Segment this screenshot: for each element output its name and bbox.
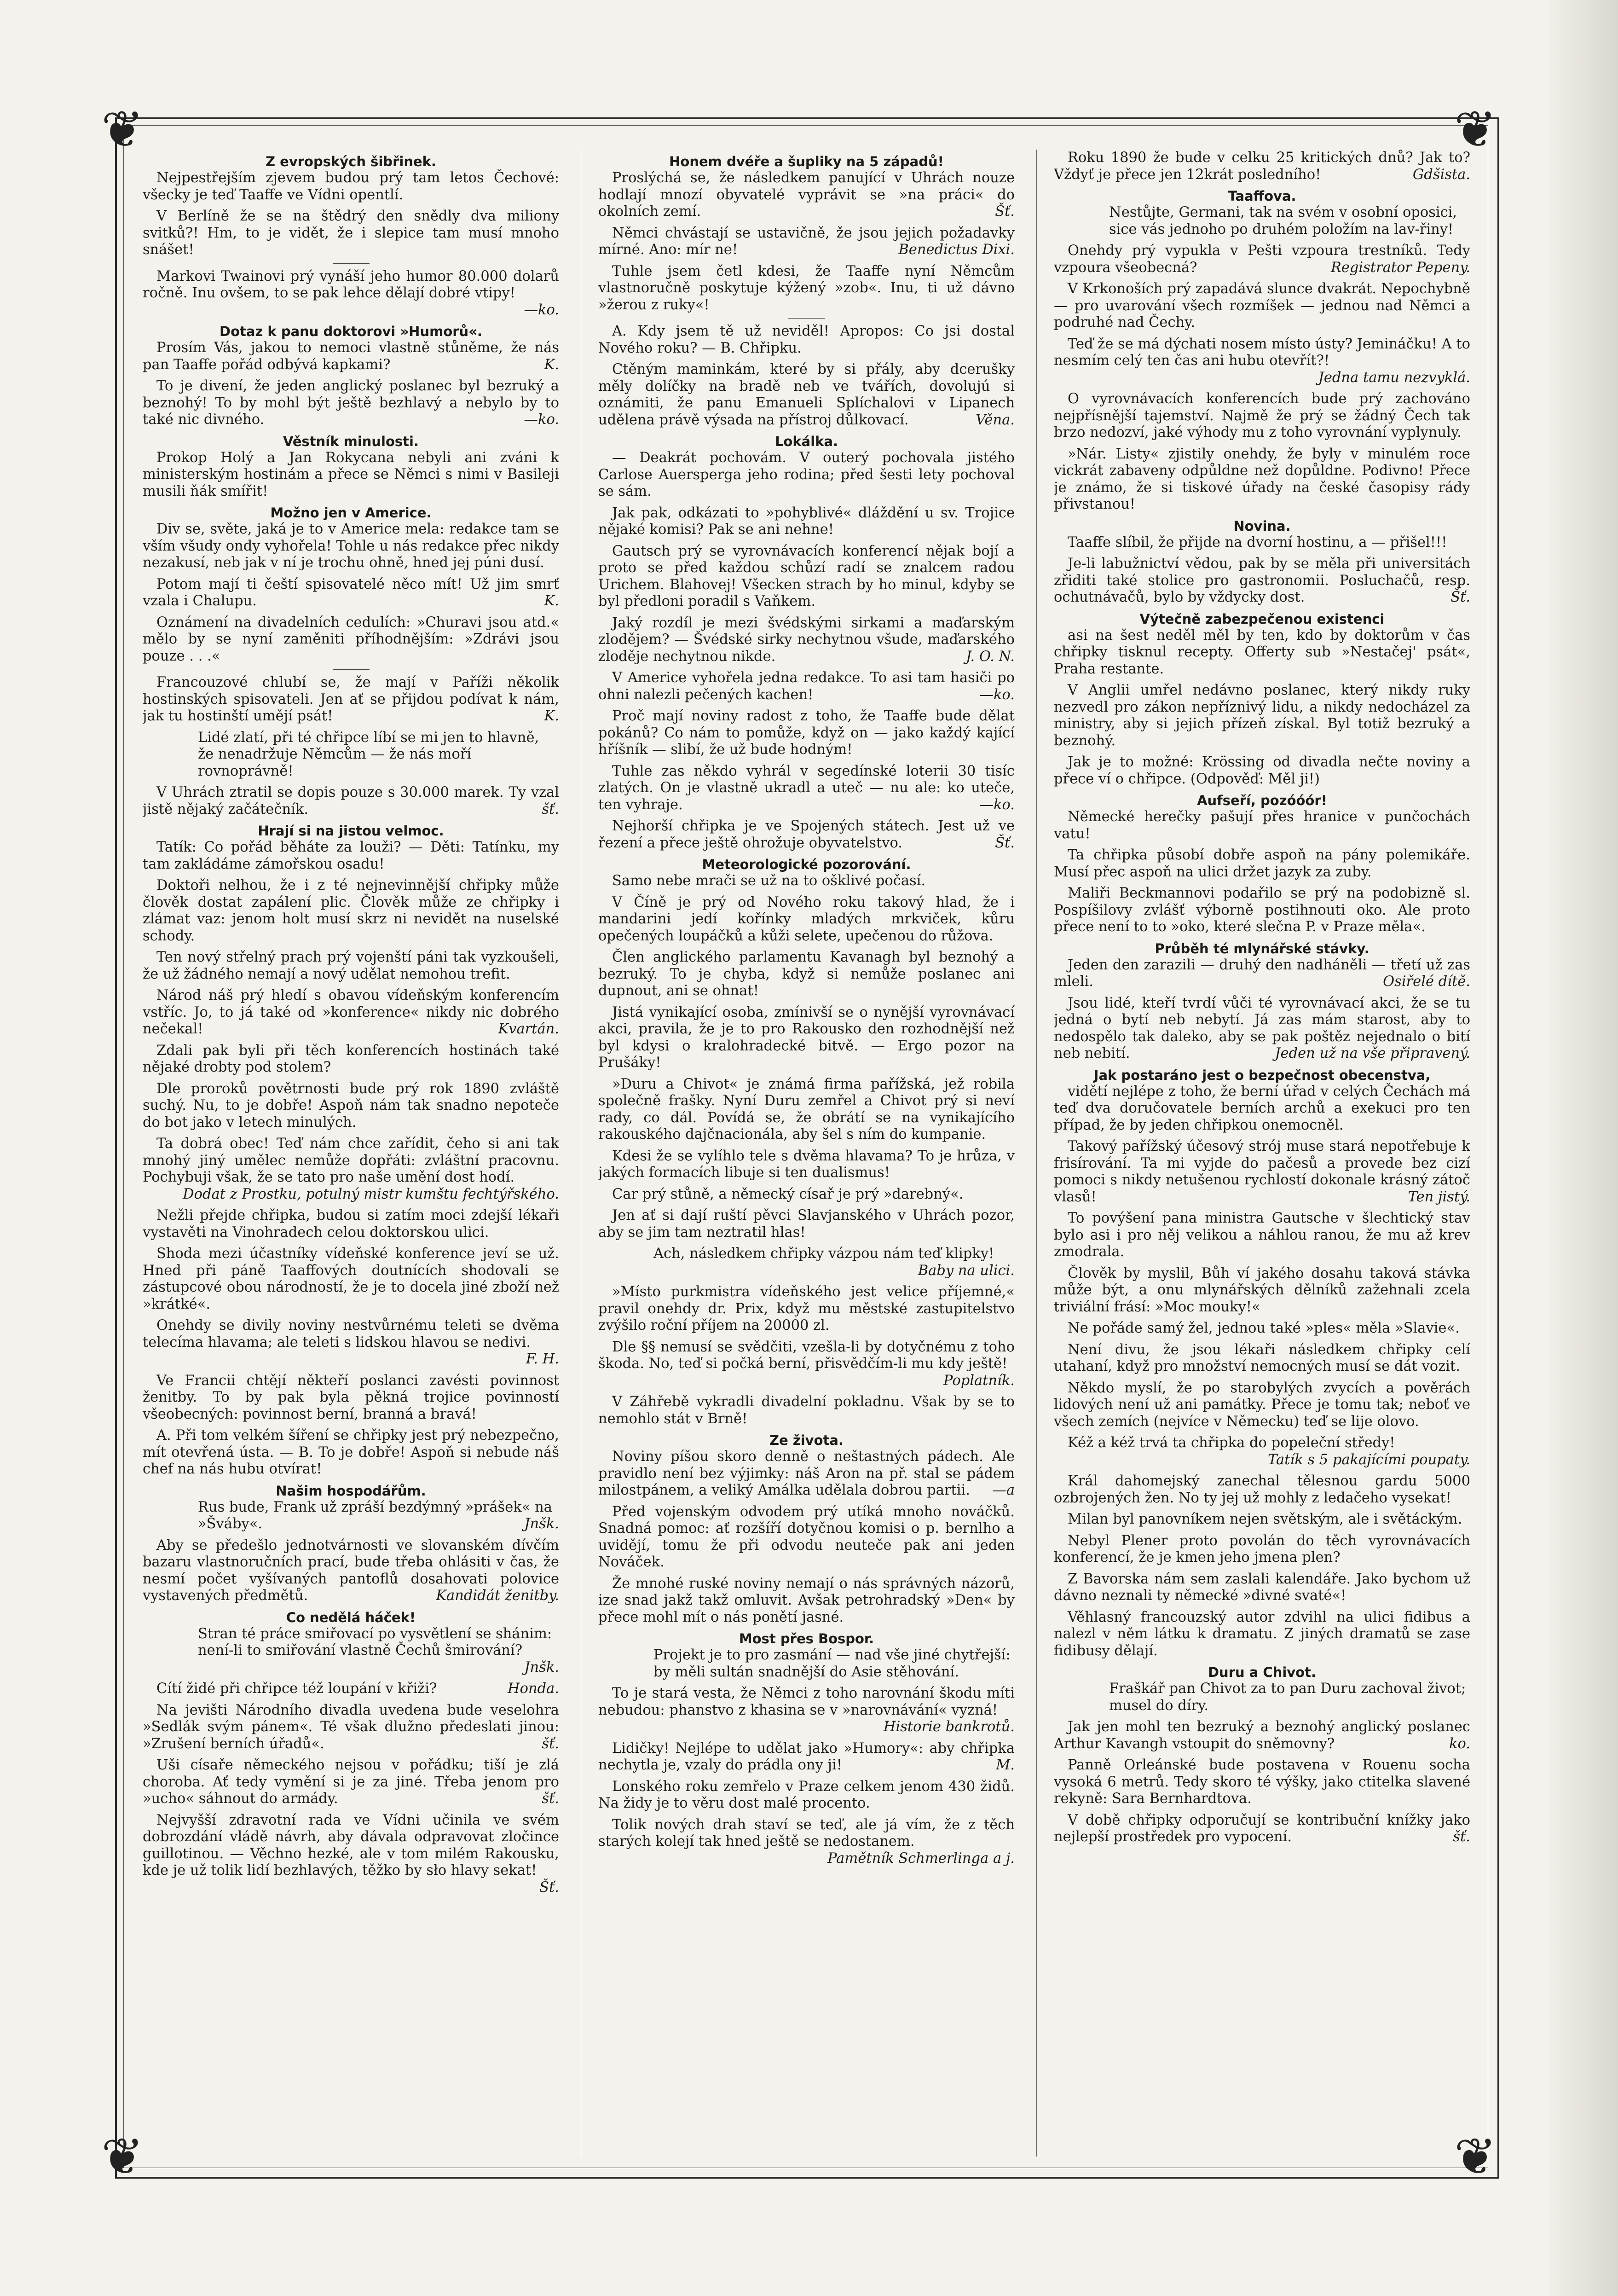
article-paragraph — [1054, 1342, 1470, 1375]
article-paragraph — [1054, 1435, 1470, 1468]
verse-text — [143, 1626, 559, 1676]
paragraph-text: Uši císaře německého nejsou v pořádku; tiší je zlá choroba. Ať tedy vymění si je za jiné. Třeba jenom pro »ucho« sáhnout do armády. — [143, 1757, 559, 1807]
article-paragraph — [598, 1685, 1015, 1736]
paragraph-text: Jen ať si dají ruští pěvci Slavjanského v Uhrách pozor, aby se jim tam neztratil hlas! — [598, 1207, 1015, 1241]
paragraph-text: Člověk by myslil, Bůh ví jakého dosahu taková stávka může být, a onu mlynářských dělníků zažehnali zcela triviální frásí: »Moc mouky!« — [1054, 1265, 1470, 1315]
author-signature: Kvartán. — [498, 1021, 559, 1037]
paragraph-text: Dle proroků povětrnosti bude prý rok 1890 zvláště suchý. Nu, to je dobře! Aspoň nám tak snadno nepoteče do bot jako v letech minulých. — [143, 1080, 559, 1131]
article-paragraph — [1054, 534, 1470, 551]
paragraph-text: Markovi Twainovi prý vynáší jeho humor 80.000 dolarů ročně. Inu ovšem, to se pak lehce dělají dobré vtipy! — [143, 268, 559, 301]
paragraph-text: Prosím Vás, jakou to nemoci vlastně stůněme, že nás pan Taaffe pořád odbývá kapkami? — [143, 340, 559, 373]
paragraph-text: Cítí židé při chřipce též loupání v křiži? — [156, 1681, 437, 1697]
author-signature: Pamětník Schmerlinga a j. — [827, 1850, 1015, 1867]
article-paragraph — [143, 1043, 559, 1076]
article-paragraph — [1054, 1210, 1470, 1261]
paragraph-text: Maliři Beckmannovi podařilo se prý na podobizně sl. Pospíšilovy zvlášť výborně postihnouti oko. Ale proto přece není to to »oko, které slečna P. v Praze měla«. — [1054, 885, 1470, 935]
paragraph-text: Jak pak, odkázati to »pohyblivé« dláždění u sv. Trojice nějaké komisi? Pak se ani nehne! — [598, 504, 1015, 538]
article-paragraph — [598, 1779, 1015, 1812]
paragraph-text: Lidé zlatí, při té chřipce líbí se mi jen to hlavně, že nenadržuje Němcům — že nás moří rovnoprávně! — [198, 729, 539, 779]
paragraph-text: »Nár. Listy« zjistily onehdy, že byly v minulém roce vickrát zabaveny odpůldne než dopůldne. Podivno! Přece je známo, že si tiskové úřady na české časopisy rády přivstanou! — [1054, 446, 1470, 512]
paragraph-text: Není divu, že jsou lékaři následkem chřipky celí utahaní, když pro množství nemocných musí se dát vozit. — [1054, 1341, 1470, 1374]
author-signature: —ko. — [979, 796, 1015, 813]
paragraph-text: Francouzové chlubí se, že mají v Paříži několik hostinských spisovateli. Jen ať se přijdou podívat k nám, jak tu hostinští umějí psát! — [143, 674, 559, 724]
article-paragraph — [143, 208, 559, 259]
article-paragraph — [143, 1081, 559, 1131]
author-signature: Poplatník. — [943, 1372, 1015, 1389]
article-paragraph — [143, 877, 559, 945]
paragraph-text: Tuhle jsem četl kdesi, že Taaffe nyní Němcům vlastnoručně poskytuje kýžený »zob«. Inu, ti už dávno »žerou z ruky«! — [598, 263, 1015, 313]
article-paragraph — [598, 1740, 1015, 1774]
article-paragraph — [1054, 1609, 1470, 1660]
paragraph-text: Jak jen mohl ten bezruký a beznohý anglický poslanec Arthur Kavangh vstoupit do sněmovny? — [1054, 1719, 1470, 1752]
author-signature: Osiřelé dítě. — [1383, 974, 1470, 990]
paragraph-text: Doktoři nelhou, že i z té nejnevinnější chřipky může člověk dostat zapálení plic. Člověk může ze chřipky i zlámat vaz: jenom holt musí skrz ni nevidět na nuselské schody. — [143, 877, 559, 944]
paragraph-text: Kdesi že se vylíhlo tele s dvěma hlavama? To je hrůza, v jakých formacích libuje si ten dualismus! — [598, 1148, 1015, 1181]
paragraph-text: Gautsch prý se vyrovnávacích konferencí nějak bojí a proto se před každou schůzí radí se znalcem radou Urichem. Blahovej! Všecken strach by ho minul, kdyby se byl předloni poradil s Vaňkem. — [598, 543, 1015, 609]
article-heading: Hrají si na jistou velmoc. — [258, 823, 444, 839]
author-signature: Jeden už na vše připravený. — [1275, 1045, 1470, 1061]
paragraph-text: Lonského roku zemřelo v Praze celkem jenom 430 židů. Na židy je to věru dost malé procento. — [598, 1778, 1015, 1811]
article-paragraph — [143, 1537, 559, 1605]
verse-text — [143, 730, 559, 780]
article-paragraph — [598, 763, 1015, 814]
paragraph-text: V Anglii umřel nedávno poslanec, který nikdy ruky nezvedl pro zákon nepříznivý lidu, a nikdy nedocházel za ministry, aby si jejich přízeň získal. Byl totiž bezruký a beznohý. — [1054, 682, 1470, 749]
author-signature: Šť. — [995, 835, 1015, 851]
author-signature: šť. — [542, 1791, 559, 1807]
paragraph-text: Jeden den zarazili — druhý den nadháněli — třetí už zas mleli. — [1054, 957, 1470, 990]
paragraph-text: Prokop Holý a Jan Rokycana nebyli ani zváni k ministerským hostinám a přece se Němci s nimi v Basileji musili ňák smířit! — [143, 449, 559, 499]
column-2 — [598, 150, 1015, 2157]
article-paragraph — [1054, 243, 1470, 276]
paragraph-text: Němci chvástají se ustavičně, že jsou jejich požadavky mírné. Ano: mír ne! — [598, 225, 1015, 258]
paragraph-text: V Americe vyhořela jedna redakce. To asi tam hasiči po ohni nalezli pečených kachen! — [598, 670, 1015, 703]
paragraph-text: Dle §§ nemusí se svědčiti, vzešla-li by dotyčnému z toho škoda. No, teď si počká berní, přisvědčím-li mu kdy ještě! — [598, 1339, 1015, 1372]
paragraph-text: Člen anglického parlamentu Kavanagh byl beznohý a bezruký. To je chyba, když si nemůže poslanec ani dupnout, ani se ohnat! — [598, 949, 1015, 999]
article-heading: Jak postaráno jest o bezpečnost obecenstva, — [1093, 1067, 1431, 1083]
paragraph-text: Projekt je to pro zasmání — nad vše jiné chytřejší: by měli sultán snadnější do Asie stěhování. — [653, 1647, 1011, 1680]
article-paragraph — [1054, 556, 1470, 606]
author-signature: F. H. — [526, 1351, 559, 1367]
article-paragraph — [598, 505, 1015, 539]
article-separator — [333, 669, 370, 670]
article-paragraph — [598, 1076, 1015, 1143]
article-paragraph — [143, 1136, 559, 1203]
article-heading: Most přes Bospor. — [739, 1631, 874, 1647]
article-paragraph — [598, 1339, 1015, 1390]
article-heading: Honem dvéře a šupliky na 5 západů! — [669, 154, 944, 169]
author-signature: M. — [996, 1757, 1015, 1773]
article-paragraph — [598, 543, 1015, 610]
paragraph-text: Národ náš prý hledí s obavou vídeňským konferencím vstříc. Jo, to já také od »konference« nikdy nic dobrého nečekal! — [143, 987, 559, 1037]
author-signature: K. — [544, 356, 559, 373]
corner-ornament-icon: ❦ — [1454, 100, 1497, 159]
article-heading: Taaffova. — [1228, 188, 1296, 204]
article-paragraph — [1054, 391, 1470, 441]
corner-ornament-icon: ❦ — [101, 100, 144, 159]
article-paragraph — [143, 615, 559, 665]
article-paragraph — [598, 1004, 1015, 1072]
author-signature: Gdšista. — [1412, 166, 1470, 183]
article-paragraph — [143, 839, 559, 873]
article-paragraph — [598, 1207, 1015, 1241]
article-paragraph — [143, 268, 559, 319]
article-paragraph — [598, 670, 1015, 703]
article-paragraph — [598, 361, 1015, 429]
author-signature: J. O. N. — [965, 648, 1015, 665]
paragraph-text: V Uhrách ztratil se dopis pouze s 30.000 marek. Ty vzal jistě nějaký začátečník. — [143, 784, 559, 818]
paragraph-text: Lidičky! Nejlépe to udělat jako »Humory«: aby chřipka nechytla je, vzaly do prádla ony ji! — [598, 1740, 1015, 1773]
article-paragraph — [143, 1373, 559, 1423]
author-signature: Věna. — [976, 412, 1015, 428]
article-heading: Možno jen v Americe. — [270, 505, 432, 521]
author-signature: šť. — [542, 801, 559, 818]
paragraph-text: Nejvyšší zdravotní rada ve Vídni učinila ve svém dobrozdání vládě návrh, aby dávala odpravovat zločince guillotinou. — Věchno hezké, ale v tom milém Rakousku, kde je už tolik lidí bezhlavých, těžko by sło hlavy sekat! — [143, 1812, 559, 1879]
paragraph-text: Car prý stůně, a německý císař je prý »darebný«. — [612, 1186, 964, 1202]
article-paragraph — [143, 521, 559, 572]
author-signature: —a — [992, 1482, 1015, 1498]
article-paragraph — [1054, 995, 1470, 1062]
article-paragraph — [143, 1246, 559, 1313]
article-paragraph — [598, 1394, 1015, 1427]
article-paragraph — [598, 225, 1015, 259]
paragraph-text: Ta dobrá obec! Teď nám chce zařídit, čeho si ani tak mnohý jiný umělec nemůže dopřáti: zvláštní pracovnu. Pochybuji však, že se tato pro naše umění dost hodí. — [143, 1136, 559, 1185]
article-paragraph — [598, 615, 1015, 666]
paragraph-text: Nežli přejde chřipka, budou si zatím moci zdejší lékaři vystavěti na Vinohradech celou doktorskou ulici. — [143, 1207, 559, 1241]
paragraph-text: Na jevišti Národního divadla uvedena bude veselohra »Sedlák svým pánem«. Té však dlužno předeslati jinou: »Zrušení berních úřadů«. — [143, 1702, 559, 1752]
article-heading: Ze života. — [769, 1432, 844, 1448]
paragraph-text: Roku 1890 že bude v celku 25 kritických dnů? Jak to? Vždyť je přece jen 12krát posledního! — [1054, 150, 1470, 183]
article-paragraph — [143, 1207, 559, 1241]
article-paragraph — [598, 1449, 1015, 1499]
paragraph-text: V Záhřebě vykradli divadelní pokladnu. Však by se to nemohlo stát v Brně! — [598, 1394, 1015, 1427]
article-paragraph — [143, 1427, 559, 1478]
paragraph-text: Že mnohé ruské noviny nemají o nás správných názorů, ize snad jakž takž omluvit. Avšak petrohradský »Den« by přece mohl mít o nás ponětí jasné. — [598, 1575, 1015, 1625]
article-heading: Našim hospodářům. — [276, 1483, 426, 1499]
paragraph-text: Jsou lidé, kteří tvrdí vůči té vyrovnávací akci, že se tu jedná o bytí neb nebytí. Já zas mám starost, aby to nedospělo tak daleko, aby se pak poštěz nejednalo o bití neb nebití. — [1054, 995, 1470, 1061]
author-signature: Kandidát ženitby. — [436, 1588, 559, 1604]
author-signature: Šť. — [995, 203, 1015, 220]
author-signature: —ko. — [979, 686, 1015, 703]
article-paragraph — [1054, 1571, 1470, 1605]
corner-ornament-icon: ❦ — [1454, 2127, 1497, 2186]
article-paragraph — [598, 1148, 1015, 1182]
verse-text — [1054, 1681, 1470, 1714]
paragraph-text: Proč mají noviny radost z toho, že Taaffe bude dělat pokánů? Co nám to pomůže, když on — jako každý kající hříšník — slibí, že už bude hodným! — [598, 708, 1015, 758]
paragraph-text: Nejhorší chřipka je ve Spojených státech. Jest už ve řezení a přece ještě ohrožuje obyvatelstvo. — [598, 818, 1015, 851]
paragraph-text: Div se, světe, jaká je to v Americe mela: redakce tam se vším všudy ondy vyhořela! Tohle u nás redakce přec nikdy nezakusí, neb jak v ní je trochu ohně, hned jej púni dusí. — [143, 521, 559, 571]
verse-text — [598, 1647, 1015, 1681]
author-signature: Šť. — [1450, 589, 1470, 605]
paragraph-text: Jaký rozdíl je mezi švédskými sirkami a maďarským zlodějem? — Švédské sirky nechytnou všude, maďarského zloděje nechytnou nikde. — [598, 615, 1015, 665]
verse-text — [143, 1499, 559, 1533]
article-paragraph — [1054, 150, 1470, 183]
article-heading: Duru a Chivot. — [1208, 1664, 1316, 1680]
column-rule — [1036, 150, 1037, 2157]
paragraph-text: Nestůjte, Germani, tak na svém v osobní oposici, sice vás jednoho po druhém položím na lav-řiny! — [1109, 204, 1457, 238]
paragraph-text: To je stará vesta, že Němci z toho narovnání škodu míti nebudou: phanstvo z khasina se v »narovnávání« vyzná! — [598, 1685, 1015, 1718]
author-signature: Benedictus Dixi. — [898, 242, 1015, 258]
article-paragraph — [1054, 1473, 1470, 1507]
paragraph-text: Stran té práce smiřovací po vysvětlení se shánim: není-li to smiřování vlastně Čechů šmirování? — [198, 1625, 552, 1658]
paragraph-text: Jak je to možné: Krössing od divadla nečte noviny a přece ví o chřipce. (Odpověď: Měl ji!) — [1054, 754, 1470, 787]
article-paragraph — [143, 1757, 559, 1808]
paragraph-text: V Číně je prý od Nového roku takový hlad, že i mandarini jedí kořínky mladých mrkviček, kůru opečených loupáčků a kůži selete, upečenou do růžova. — [598, 894, 1015, 944]
paragraph-text: Německé herečky pašují přes hranice v punčochách vatu! — [1054, 809, 1470, 842]
paragraph-text: »Místo purkmistra vídeňského jest velice příjemné,« pravil onehdy dr. Prix, když mu městské zastupitelstvo zvýšilo roční příjem na 20000 zl. — [598, 1284, 1015, 1334]
paragraph-text: Ach, následkem chřipky vázpou nám teď klipky! — [653, 1246, 994, 1262]
article-paragraph — [1054, 1757, 1470, 1808]
paragraph-text: V době chřipky odporučují se kontribuční knížky jako nejlepší prostředek pro vypocení. — [1054, 1812, 1470, 1845]
article-paragraph — [598, 1186, 1015, 1203]
article-paragraph — [143, 1812, 559, 1896]
paragraph-text: Ne pořáde samý žel, jednou také »ples« měla »Slavie«. — [1068, 1320, 1460, 1336]
article-paragraph — [1054, 847, 1470, 881]
paragraph-text: Fraškář pan Chivot za to pan Duru zachoval život; musel do díry. — [1109, 1681, 1466, 1714]
article-separator — [788, 318, 825, 319]
verse-text — [1054, 204, 1470, 238]
paragraph-text: vidětí nejlépe z toho, že berní úřad v celých Čechách má teď dva doručovatele berních archů a exekuci pro ten případ, že by jeden chřipkou onemocněl. — [1054, 1083, 1470, 1133]
paragraph-text: Ctěným maminkám, které by si přály, aby dcerušky měly dolíčky na bradě neb ve tvářích, dovolujú si oznámiti, že panu Emanueli Splíchalovi v Lipanech udělena právě výsada na přístroj důlkovací. — [598, 361, 1015, 428]
article-paragraph — [1054, 1719, 1470, 1752]
article-paragraph — [143, 1702, 559, 1753]
paragraph-text: Je-li labužnictví vědou, pak by se měla při universitách zřiditi také stolice pro gastronomii. Posluchačů, resp. ochutnávačů, bylo by vždycky dost. — [1054, 556, 1470, 605]
author-signature: —ko. — [524, 301, 559, 318]
article-heading: Co nedělá háček! — [286, 1609, 416, 1625]
paragraph-text: Rus bude, Frank už zpráší bezdýmný »prášek« na »Šváby«. — [198, 1499, 552, 1532]
paragraph-text: V Krkonoších prý zapadává slunce dvakrát. Nepochybně — pro uvarování všech rozmíšek — jednou nad Němci a podruhé nad Čechy. — [1054, 281, 1470, 330]
paragraph-text: Král dahomejský zanechal tělesnou gardu 5000 ozbrojených žen. No ty jej už mohly z ledačeho vysekat! — [1054, 1473, 1470, 1506]
article-paragraph — [1054, 1138, 1470, 1206]
article-paragraph — [1054, 885, 1470, 936]
article-paragraph — [143, 1681, 559, 1698]
article-heading: Výtečně zabezpečenou existenci — [1139, 611, 1385, 627]
article-paragraph — [143, 784, 559, 818]
paragraph-text: O vyrovnávacích konferencích bude prý zachováno nejpřísnější tajemství. Najmě že prý se žádný Čech tak brzo nedozví, jaké výhody mu z toho vyrovnání vyplynuly. — [1054, 391, 1470, 441]
paragraph-text: Proslýchá se, že následkem panující v Uhrách nouze hodlají mnozí obyvatelé vyprávit se »na práci« do okolních zemí. — [598, 170, 1015, 220]
article-heading: Novina. — [1233, 518, 1291, 534]
paragraph-text: Tatík: Co pořád běháte za louži? — Děti: Tatínku, my tam zakládáme zámořskou osadu! — [143, 839, 559, 872]
author-signature: Jnšk. — [524, 1659, 559, 1676]
author-signature: Ten jistý. — [1408, 1189, 1470, 1205]
paragraph-text: Před vojenským odvodem prý utíká mnoho nováčků. Snadná pomoc: ať rozšíří dotyčnou komisi o p. bernlho a uvidějí, tomu že při odvodu neuteče pak ani jeden Nováček. — [598, 1503, 1015, 1570]
paragraph-text: »Duru a Chivot« je známá firma pařížská, jež robila společně frašky. Nyní Duru zemřel a Chivot prý si neví rady, co dál. Povídá se, že obrátí se na vynikajícího rakouského dajčnacionála, aby šel s ním do kumpanie. — [598, 1076, 1015, 1142]
paragraph-text: Onehdy prý vypukla v Pešti vzpoura trestníků. Tedy vzpoura všeobecná? — [1054, 243, 1470, 276]
article-paragraph — [598, 1576, 1015, 1626]
article-paragraph — [598, 263, 1015, 314]
paragraph-text: A. Kdy jsem tě už neviděl! Apropos: Co jsi dostal Nového roku? — B. Chřipku. — [598, 323, 1015, 356]
paragraph-text: Noviny píšou skoro denně o neštastných pádech. Ale pravidlo není bez výjimky: náš Aron na př. stal se pádem milostpánem, a veliký Amálka udělala dobrou partii. — [598, 1449, 1015, 1498]
paragraph-text: To je divení, že jeden anglický poslanec byl bezruký a beznohý! To by mohl být ještě bezhlavý a nebylo by to také nic divného. — [143, 378, 559, 428]
author-signature: Honda. — [507, 1681, 559, 1697]
article-paragraph — [598, 450, 1015, 500]
article-paragraph — [598, 1284, 1015, 1334]
paragraph-text: Jistá vynikající osoba, zmínivší se o nynější vyrovnávací akci, pravila, že je to pro Rakousko den rozhodnější než byl kdysi o kralohradecké bitvě. — Ergo pozor na Prušáky! — [598, 1004, 1015, 1071]
article-paragraph — [1054, 1084, 1470, 1134]
article-paragraph — [598, 873, 1015, 890]
column-1 — [143, 150, 559, 2157]
verse-text — [598, 1246, 1015, 1279]
article-paragraph — [1054, 336, 1470, 387]
article-paragraph — [1054, 809, 1470, 842]
article-paragraph — [143, 987, 559, 1038]
article-paragraph — [143, 170, 559, 203]
article-paragraph — [1054, 1511, 1470, 1528]
article-heading: Z evropských šibřinek. — [266, 154, 436, 169]
article-paragraph — [598, 818, 1015, 852]
article-paragraph — [1054, 1320, 1470, 1337]
paragraph-text: Tolik nových drah staví se teď, ale já vím, že z těch starých kolejí tak hned ještě se nedostanem. — [598, 1816, 1015, 1850]
corner-ornament-icon: ❦ — [101, 2127, 144, 2186]
author-signature: Baby na ulici. — [918, 1262, 1015, 1279]
author-signature: Historie bankrotů. — [883, 1719, 1015, 1735]
paragraph-text: Panně Orleánské bude postavena v Rouenu socha vysoká 6 metrů. Tedy skoro té výšky, jako ctitelka slavené rekyně: Sara Bernhardtova. — [1054, 1757, 1470, 1807]
article-heading: Věstník minulosti. — [283, 433, 419, 449]
page-edge-shadow — [1549, 0, 1618, 2296]
article-heading: Průběh té mlynářské stávky. — [1155, 940, 1370, 957]
article-paragraph — [1054, 1812, 1470, 1846]
article-separator — [333, 263, 370, 264]
article-paragraph — [598, 708, 1015, 759]
paragraph-text: Z Bavorska nám sem zaslali kalendáře. Jako bychom už dávno neznali ty německé »divné svaté«! — [1054, 1571, 1470, 1604]
paragraph-text: Taaffe slíbil, že přijde na dvorní hostinu, a — přišel!!! — [1068, 534, 1447, 551]
article-paragraph — [143, 949, 559, 983]
paragraph-text: Oznámení na divadelních cedulích: »Churavi jsou atd.« mělo by se nyní zaměniti příhodnějším: »Zdrávi jsou pouze . . .« — [143, 614, 559, 664]
article-paragraph — [1054, 1265, 1470, 1316]
paragraph-text: Tuhle zas někdo vyhrál v segedínské loterii 30 tisíc zlatých. On je vlastně ukradl a uteč — nu ale: ko uteče, ten vyhraje. — [598, 763, 1015, 813]
paragraph-text: Někdo myslí, že po starobylých zvycích a pověrách lidových není už ani památky. Přece je tomu tak; neboť ve všech zemích (nejvíce v Německu) teď se lije olovo. — [1054, 1380, 1470, 1430]
author-signature: K. — [544, 708, 559, 724]
article-paragraph — [598, 894, 1015, 945]
article-paragraph — [598, 1504, 1015, 1571]
author-signature: Jedna tamu nezvyklá. — [1318, 369, 1470, 386]
paragraph-text: Nejpestřejším zjevem budou prý tam letos Čechové: všecky je teď Taaffe ve Vídni opentlí. — [143, 170, 559, 203]
author-signature: Šť. — [539, 1879, 559, 1896]
column-3 — [1054, 150, 1470, 2157]
paragraph-text: To povýšení pana ministra Gautsche v šlechtický stav bylo asi i pro něj velikou a náhlou ranou, že mu až krev zmodrala. — [1054, 1210, 1470, 1260]
paragraph-text: Ta chřipka působí dobře aspoň na pány polemikáře. Musí přec aspoň na ulici držet jazyk za zuby. — [1054, 847, 1470, 880]
paragraph-text: Shoda mezi účastníky vídeňské konference jeví se už. Hned při páně Taaffových doutnících shodovali se zástupcové obou národností, že je to docela jiné zboží než »krátké«. — [143, 1246, 559, 1312]
article-paragraph — [1054, 682, 1470, 749]
article-paragraph — [143, 674, 559, 725]
paragraph-text: Ve Francii chtějí někteří poslanci zavésti povinnost ženitby. To by pak byla pěkná trojice povinností všeobecných: povinnost berní, branná a bravá! — [143, 1372, 559, 1422]
paragraph-text: Nebyl Plener proto povolán do těch vyrovnávacích konferencí, že je kmen jeho jmena plen? — [1054, 1532, 1470, 1565]
author-signature: —ko. — [524, 412, 559, 428]
paragraph-text: Kéž a kéž trvá ta chřipka do popeleční středy! — [1068, 1435, 1395, 1451]
paragraph-text: Samo nebe mrači se už na to ošklivé počasí. — [612, 873, 926, 889]
paragraph-text: Onehdy se divily noviny nestvůrnému teleti se dvěma telecíma hlavama; ale teleti s lidskou hlavou se nedivi. — [143, 1317, 559, 1351]
author-signature: Dodat z Prostku, potulný mistr kumštu fechtýřského. — [183, 1186, 559, 1202]
paragraph-text: Teď že se má dýchati nosem místo ústy? Jemináčku! A to nesmím celý ten čas ani hubu otevřít?! — [1054, 336, 1470, 369]
article-paragraph — [1054, 957, 1470, 991]
article-paragraph — [1054, 446, 1470, 513]
article-paragraph — [1054, 1380, 1470, 1431]
article-paragraph — [143, 576, 559, 610]
author-signature: šť. — [1453, 1829, 1470, 1845]
paragraph-text: A. Při tom velkém šíření se chřipky jest prý nebezpečno, mít otevřená ústa. — B. To je dobře! Aspoň si nebude náš chef na nás hubu otvírat! — [143, 1427, 559, 1477]
article-paragraph — [598, 949, 1015, 1000]
article-paragraph — [598, 1817, 1015, 1867]
paragraph-text: Aby se předešlo jednotvárnosti ve slovanském dívčím bazaru vlastnoručních prací, bude třeba ohlásiti v čas, že nesmí počet vyšívaných pantoflů dosahovati polovice vystavených předmětů. — [143, 1537, 559, 1604]
paragraph-text: Milan byl panovníkem nejen světským, ale i světáckým. — [1068, 1511, 1462, 1527]
article-paragraph — [143, 450, 559, 500]
author-signature: šť. — [542, 1735, 559, 1752]
article-paragraph — [1054, 627, 1470, 678]
paragraph-text: Ten nový střelný prach prý vojenští páni tak vyzkoušeli, že už žádného nemají a nový udělat nemohou trefit. — [143, 949, 559, 982]
author-signature: ko. — [1449, 1735, 1470, 1752]
article-heading: Meteorologické pozorování. — [702, 857, 911, 872]
paragraph-text: Zdali pak byli při těch konferencích hostinách také nějaké drobty pod stolem? — [143, 1042, 559, 1075]
article-paragraph — [1054, 754, 1470, 788]
article-heading: Lokálka. — [774, 434, 838, 449]
author-signature: Tatík s 5 pakajícími poupaty. — [1268, 1451, 1470, 1468]
article-paragraph — [1054, 1533, 1470, 1566]
paragraph-text: Věhlasný francouzský autor zdvihl na ulici fidibus a nalezl v něm látku k dramatu. Z jiných dramatů se zase fidibusy dělají. — [1054, 1609, 1470, 1659]
article-paragraph — [143, 378, 559, 429]
paragraph-text: V Berlíně že se na štědrý den snědly dva miliony svitků?! Hm, to je vidět, že i slepice tam musí mnoho snášet! — [143, 208, 559, 258]
author-signature: K. — [544, 593, 559, 609]
article-paragraph — [1054, 281, 1470, 331]
paragraph-text: Takový pařížský účesový strój muse stará nepotřebuje k frisírování. Ta mi vyjde do pačesů a provede bez cizí pomoci s nikdy netušenou rychlostí dokonale krásný zátoč vlasů! — [1054, 1138, 1470, 1205]
paragraph-text: Potom mají ti čeští spisovatelé něco mít! Už jim smrť vzala i Chalupu. — [143, 576, 559, 609]
article-paragraph — [143, 1317, 559, 1368]
article-paragraph — [598, 323, 1015, 357]
article-paragraph — [143, 340, 559, 373]
article-paragraph — [598, 170, 1015, 220]
author-signature: Registrator Pepeny. — [1330, 259, 1470, 276]
article-heading: Dotaz k panu doktorovi »Humorů«. — [220, 324, 482, 339]
paragraph-text: — Deakrát pochovám. V outerý pochovala jistého Carlose Auersperga jeho rodina; před šesti lety pochoval se sám. — [598, 450, 1015, 499]
paragraph-text: asi na šest neděl měl by ten, kdo by doktorům v čas chřipky tisknul recepty. Offerty sub »Nestačej' psát«, Praha restante. — [1054, 627, 1470, 677]
author-signature: Jnšk. — [524, 1516, 559, 1532]
article-heading: Aufseří, pozóóór! — [1197, 793, 1327, 808]
